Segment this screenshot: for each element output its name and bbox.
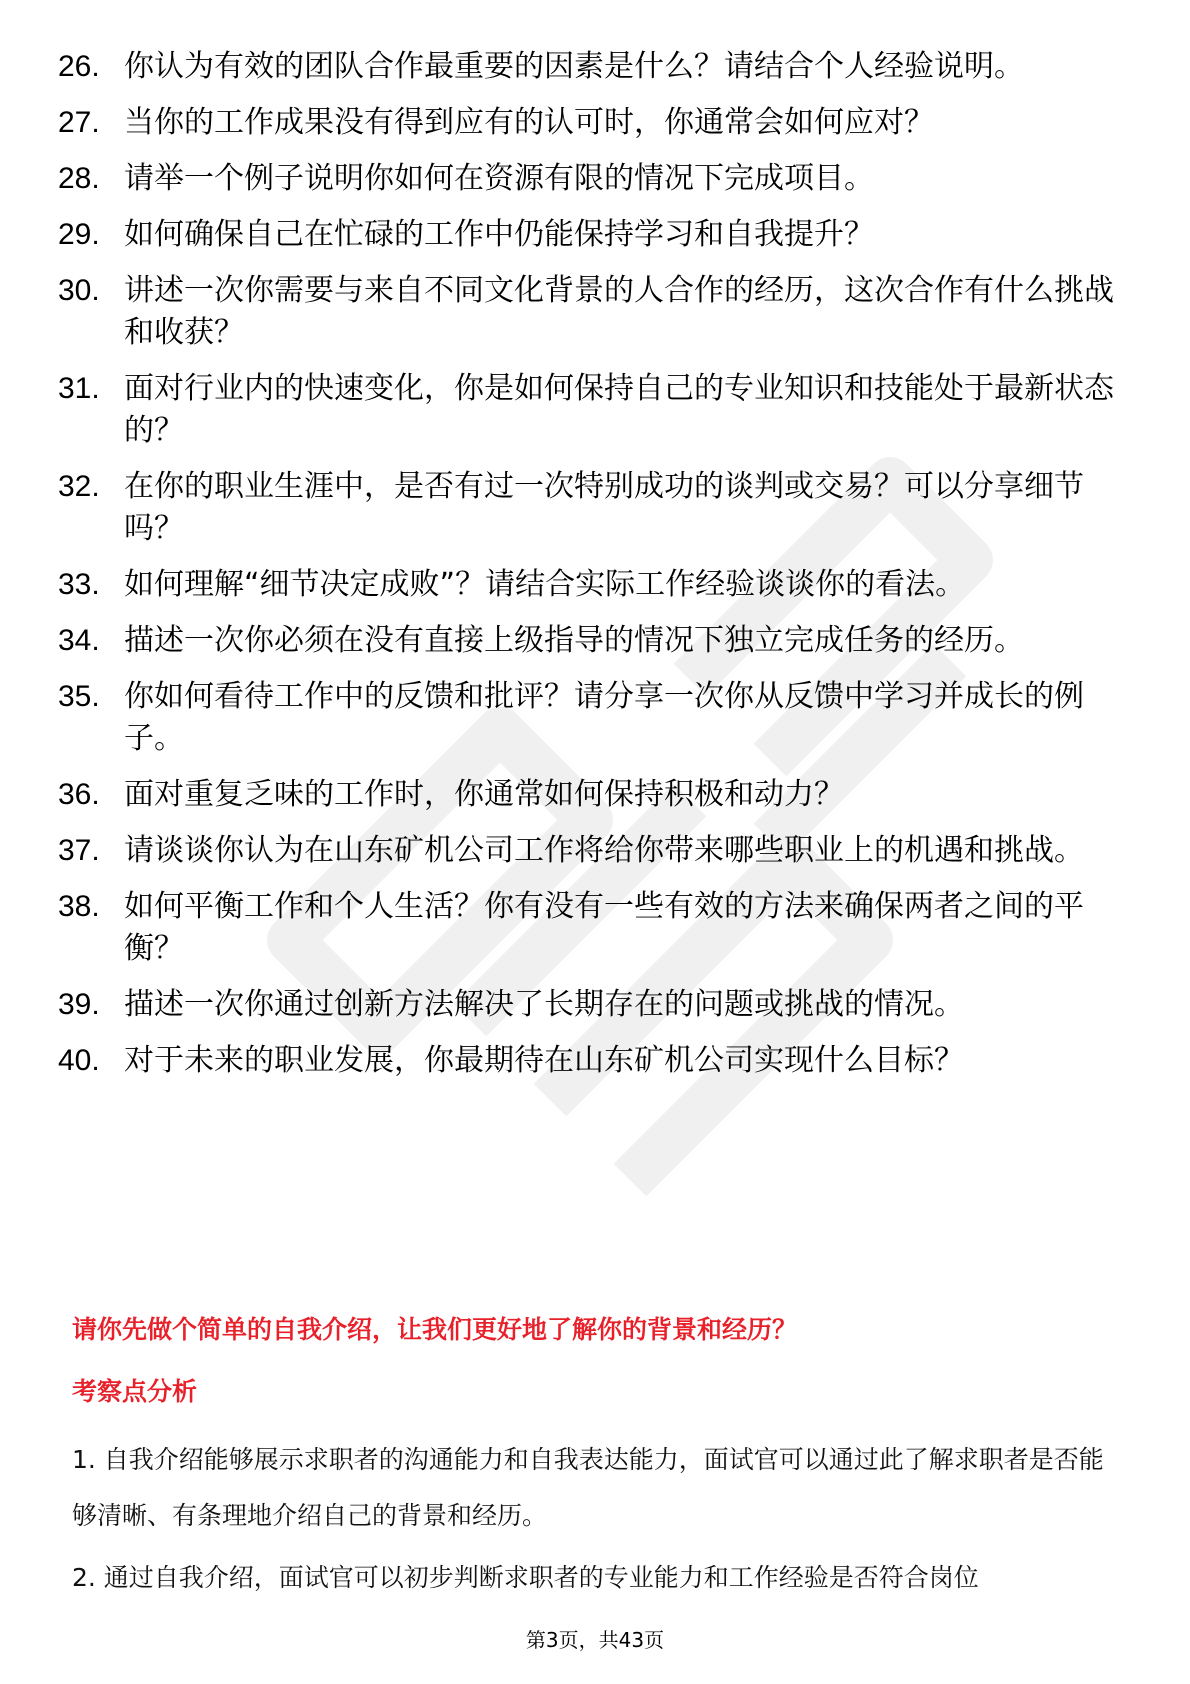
question-text: 如何确保自己在忙碌的工作中仍能保持学习和自我提升？ bbox=[124, 217, 874, 252]
question-item-32 bbox=[58, 466, 1118, 550]
question-number: 26. bbox=[58, 50, 100, 83]
question-text: 请举一个例子说明你如何在资源有限的情况下完成项目。 bbox=[124, 161, 874, 196]
question-text: 讲述一次你需要与来自不同文化背景的人合作的经历，这次合作有什么挑战和收获？ bbox=[124, 273, 1114, 350]
question-number: 36. bbox=[58, 778, 100, 811]
question-number: 28. bbox=[58, 162, 100, 195]
question-number: 30. bbox=[58, 274, 100, 307]
question-text: 面对行业内的快速变化，你是如何保持自己的专业知识和技能处于最新状态的？ bbox=[124, 371, 1114, 448]
question-text: 你如何看待工作中的反馈和批评？请分享一次你从反馈中学习并成长的例子。 bbox=[124, 679, 1084, 756]
analysis-point: 2. 通过自我介绍，面试官可以初步判断求职者的专业能力和工作经验是否符合岗位 bbox=[72, 1563, 979, 1592]
question-list bbox=[58, 46, 1118, 1096]
section-heading: 请你先做个简单的自我介绍，让我们更好地了解你的背景和经历？ bbox=[72, 1315, 798, 1344]
question-number: 34. bbox=[58, 624, 100, 657]
question-item-26 bbox=[58, 46, 1118, 88]
question-item-36 bbox=[58, 774, 1118, 816]
question-item-34 bbox=[58, 620, 1118, 662]
question-item-31 bbox=[58, 368, 1118, 452]
question-text: 对于未来的职业发展，你最期待在山东矿机公司实现什么目标？ bbox=[124, 1043, 964, 1078]
question-item-33 bbox=[58, 564, 1118, 606]
question-text: 面对重复乏味的工作时，你通常如何保持积极和动力？ bbox=[124, 777, 844, 812]
question-number: 38. bbox=[58, 890, 100, 923]
question-item-28 bbox=[58, 158, 1118, 200]
question-text: 请谈谈你认为在山东矿机公司工作将给你带来哪些职业上的机遇和挑战。 bbox=[124, 833, 1084, 868]
page-footer: 第3页，共43页 bbox=[525, 1628, 665, 1652]
question-item-27 bbox=[58, 102, 1118, 144]
question-item-29 bbox=[58, 214, 1118, 256]
question-item-38 bbox=[58, 886, 1118, 970]
question-item-30 bbox=[58, 270, 1118, 354]
question-text: 如何平衡工作和个人生活？你有没有一些有效的方法来确保两者之间的平衡？ bbox=[124, 889, 1084, 966]
question-number: 37. bbox=[58, 834, 100, 867]
question-item-39 bbox=[58, 984, 1118, 1026]
question-number: 40. bbox=[58, 1044, 100, 1077]
question-item-35 bbox=[58, 676, 1118, 760]
question-text: 在你的职业生涯中，是否有过一次特别成功的谈判或交易？可以分享细节吗？ bbox=[124, 469, 1084, 546]
question-number: 32. bbox=[58, 470, 100, 503]
question-item-37 bbox=[58, 830, 1118, 872]
question-number: 31. bbox=[58, 372, 100, 405]
question-text: 描述一次你通过创新方法解决了长期存在的问题或挑战的情况。 bbox=[124, 987, 964, 1022]
question-number: 35. bbox=[58, 680, 100, 713]
question-text: 当你的工作成果没有得到应有的认可时，你通常会如何应对？ bbox=[124, 105, 934, 140]
analysis-points bbox=[72, 1432, 1122, 1606]
question-text: 你认为有效的团队合作最重要的因素是什么？请结合个人经验说明。 bbox=[124, 49, 1024, 84]
question-number: 33. bbox=[58, 568, 100, 601]
question-text: 描述一次你必须在没有直接上级指导的情况下独立完成任务的经历。 bbox=[124, 623, 1024, 658]
question-number: 27. bbox=[58, 106, 100, 139]
analysis-point: 1. 自我介绍能够展示求职者的沟通能力和自我表达能力，面试官可以通过此了解求职者是否能够清晰、有条理地介绍自己的背景和经历。 bbox=[72, 1445, 1104, 1530]
question-number: 29. bbox=[58, 218, 100, 251]
question-text: 如何理解“细节决定成败”？请结合实际工作经验谈谈你的看法。 bbox=[124, 567, 966, 602]
analysis-title: 考察点分析 bbox=[72, 1377, 198, 1406]
question-item-40 bbox=[58, 1040, 1118, 1082]
question-number: 39. bbox=[58, 988, 100, 1021]
